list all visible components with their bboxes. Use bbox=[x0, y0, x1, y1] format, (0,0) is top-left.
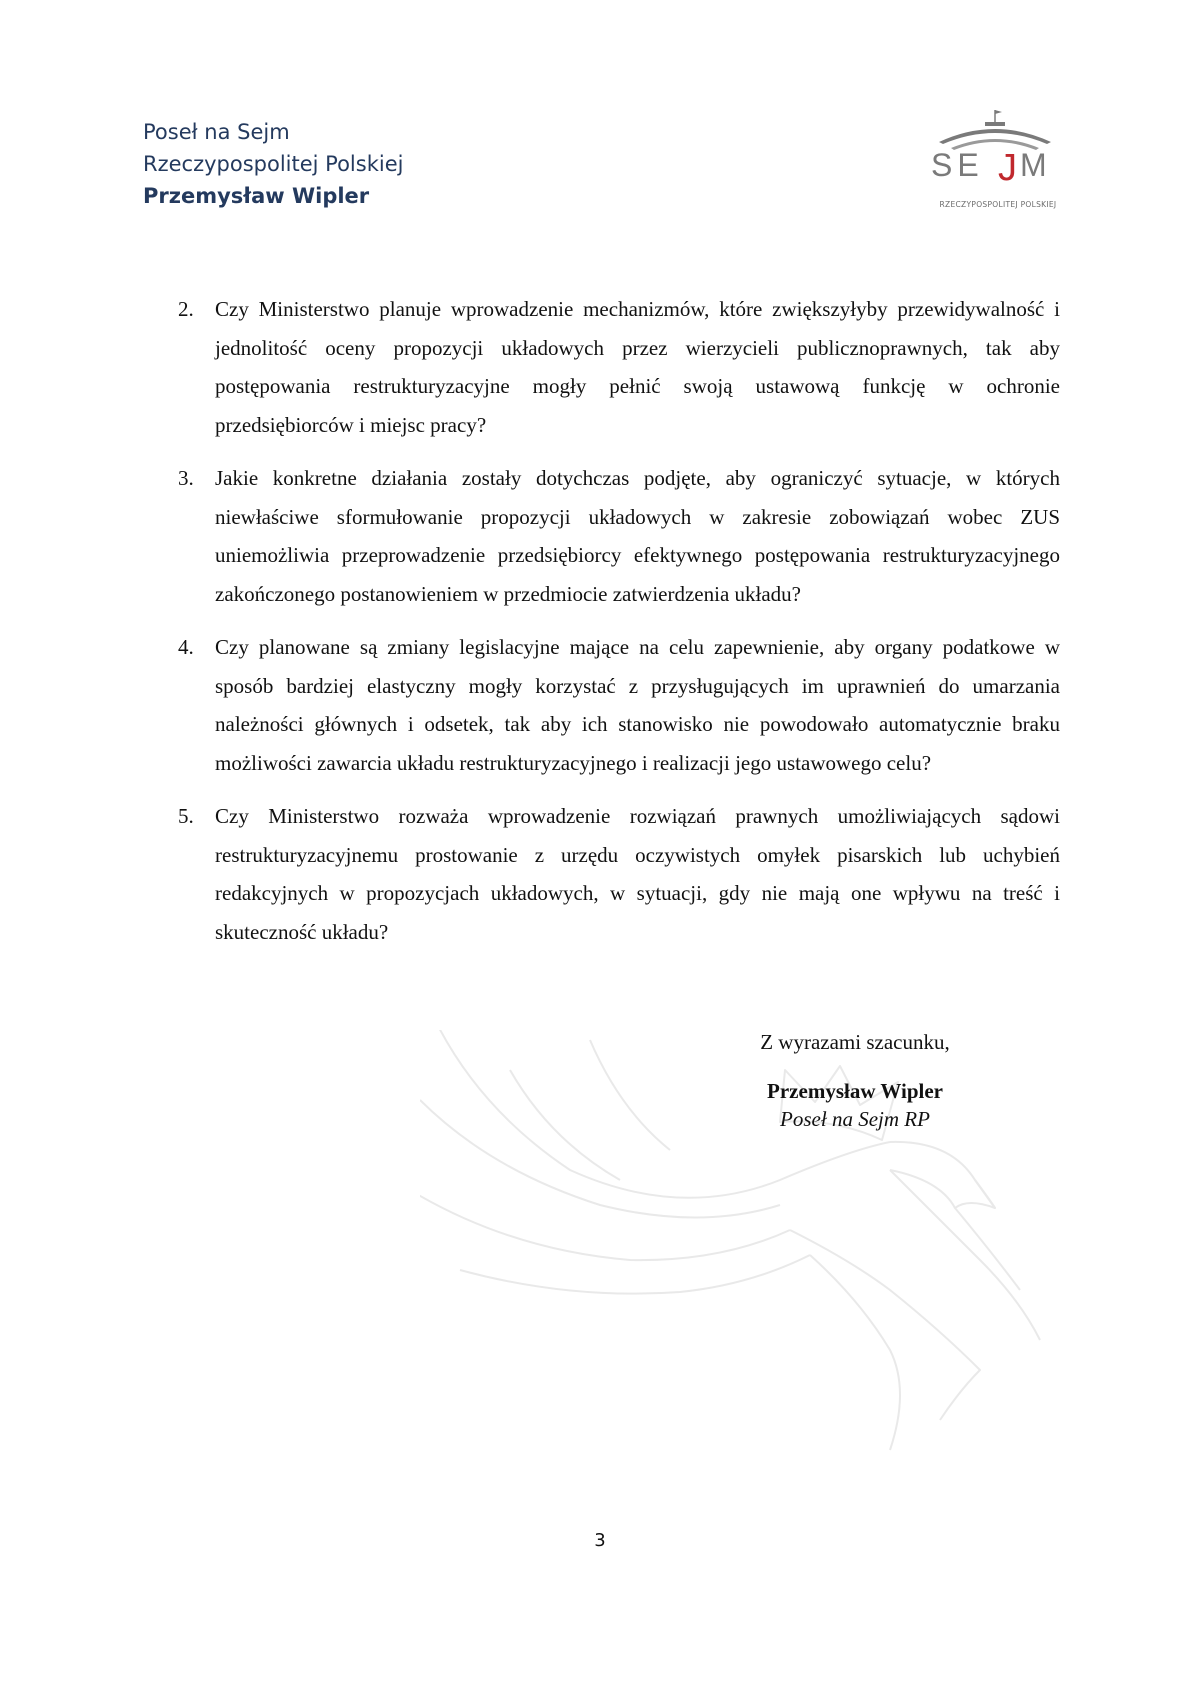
logo-text-left: SE bbox=[931, 147, 984, 183]
question-text: Jakie konkretne działania zostały dotychczas podjęte, aby ograniczyć sytuacje, w których niewłaściwe sformułowanie propozycji układowych w zakresie zobowiązań wobec ZUS uniemożliwia przeprowadzenie przedsiębiorcy efektywnego postępowania restrukturyzacyjnego zakończonego postanowieniem w przedmiocie zatwierdzenia układu? bbox=[215, 466, 1060, 606]
header-sender-name: Przemysław Wipler bbox=[143, 184, 370, 208]
question-number: 4. bbox=[178, 635, 194, 659]
question-text: Czy planowane są zmiany legislacyjne mające na celu zapewnienie, aby organy podatkowe w sposób bardziej elastyczny mogły korzystać z przysługujących im uprawnień do umarzania należności głównych i odsetek, tak aby ich stanowisko nie powodowało automatycznie braku możliwości zawarcia układu restrukturyzacyjnego i realizacji jego ustawowego celu? bbox=[215, 635, 1060, 775]
closing-phrase: Z wyrazami szacunku, bbox=[760, 1030, 950, 1054]
sender-header bbox=[143, 116, 403, 212]
page-number: 3 bbox=[594, 1530, 606, 1551]
question-item bbox=[178, 290, 1060, 444]
logo-text-mid: J bbox=[998, 147, 1017, 189]
signer-name: Przemysław Wipler bbox=[767, 1079, 943, 1103]
question-number: 3. bbox=[178, 466, 194, 490]
signer-role: Poseł na Sejm RP bbox=[780, 1107, 930, 1131]
sejm-logo bbox=[925, 108, 1065, 213]
header-country-line: Rzeczypospolitej Polskiej bbox=[143, 152, 404, 176]
question-item bbox=[178, 628, 1060, 782]
question-item bbox=[178, 797, 1060, 951]
header-title-line: Poseł na Sejm bbox=[143, 120, 290, 144]
logo-subtitle: RZECZYPOSPOLITEJ POLSKIEJ bbox=[939, 200, 1057, 209]
question-text: Czy Ministerstwo planuje wprowadzenie mechanizmów, które zwiększyłyby przewidywalność i jednolitość oceny propozycji układowych przez wierzycieli publicznoprawnych, tak aby postępowania restrukturyzacyjne mogły pełnić swoją ustawową funkcję w ochronie przedsiębiorców i miejsc pracy? bbox=[215, 297, 1060, 437]
logo-text-right: M bbox=[1020, 147, 1047, 183]
question-list bbox=[178, 290, 1060, 966]
question-text: Czy Ministerstwo rozważa wprowadzenie rozwiązań prawnych umożliwiających sądowi restrukturyzacyjnemu prostowanie z urzędu oczywistych omyłek pisarskich lub uchybień redakcyjnych w propozycjach układowych, w sytuacji, gdy nie mają one wpływu na treść i skuteczność układu? bbox=[215, 804, 1060, 944]
question-item bbox=[178, 459, 1060, 613]
signature-block bbox=[700, 1028, 1010, 1133]
question-number: 5. bbox=[178, 804, 194, 828]
question-number: 2. bbox=[178, 297, 194, 321]
sejm-wordmark bbox=[925, 140, 1065, 190]
